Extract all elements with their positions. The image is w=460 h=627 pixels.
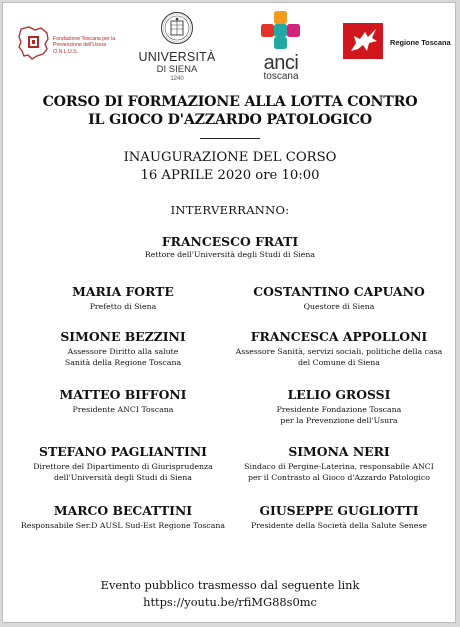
role-line: Questore di Siena <box>303 302 375 311</box>
speaker-card <box>227 329 451 368</box>
speaker-card <box>13 503 233 532</box>
speaker-name: LELIO GROSSI <box>287 387 391 402</box>
anci-toscana-logo <box>249 11 313 81</box>
anci-squares-icon <box>261 11 301 49</box>
speaker-role <box>13 521 233 532</box>
anci-wordmark: anci <box>263 52 299 74</box>
speaker-card <box>227 503 451 532</box>
featured-speaker <box>80 234 380 261</box>
speaker-card <box>13 387 233 416</box>
course-title <box>3 93 457 129</box>
speaker-card <box>227 284 451 313</box>
title-line: CORSO DI FORMAZIONE ALLA LOTTA CONTRO <box>42 94 418 110</box>
speaker-card <box>227 387 451 426</box>
role-line: Sindaco di Pergine-Laterina, responsabile ANCI <box>244 462 434 471</box>
tuscany-map-icon <box>17 25 51 61</box>
role-line: dell'Università degli Studi di Siena <box>54 472 192 482</box>
role-line: Presidente ANCI Toscana <box>72 405 174 414</box>
fondazione-toscana-logo <box>17 25 127 65</box>
role-line: Assessore Sanità, servizi sociali, politiche della casa <box>235 347 443 356</box>
speakers-heading: INTERVERRANNO: <box>170 203 290 217</box>
role-line: per la Prevenzione dell'Usura <box>280 415 398 425</box>
speaker-name: GIUSEPPE GUGLIOTTI <box>259 503 419 518</box>
ftu-text-line: Fondazione Toscana per la <box>53 36 116 42</box>
role-line: del Comune di Siena <box>298 357 380 367</box>
role-line: Responsabile Ser.D AUSL Sud-Est Regione Toscana <box>20 521 226 530</box>
inauguration-label: INAUGURAZIONE DEL CORSO <box>123 150 337 165</box>
speaker-role <box>227 347 451 368</box>
event-footer <box>3 577 457 611</box>
role-line: Direttore del Dipartimento di Giurisprudenza <box>33 462 213 471</box>
speaker-role <box>227 405 451 426</box>
speaker-name: COSTANTINO CAPUANO <box>253 284 425 299</box>
speaker-name: STEFANO PAGLIANTINI <box>39 444 207 459</box>
speaker-role <box>227 302 451 313</box>
university-year: 1240 <box>170 76 184 82</box>
inauguration-date: 16 APRILE 2020 ore 10:00 <box>140 168 320 183</box>
speaker-role <box>13 347 233 368</box>
stream-link[interactable]: https://youtu.be/rfiMG88s0mc <box>143 595 317 609</box>
speaker-role <box>80 250 380 261</box>
speaker-card <box>13 284 233 313</box>
role-line: per il Contrasto al Gioco d'Azzardo Patologico <box>248 472 430 482</box>
role-line: Prefetto di Siena <box>89 302 157 311</box>
pegasus-emblem-icon <box>343 23 383 59</box>
ftu-text-line: O.N.L.U.S. <box>53 48 79 55</box>
university-seal-icon <box>160 11 194 45</box>
event-poster <box>2 2 456 623</box>
speaker-name: SIMONA NERI <box>288 444 390 459</box>
role-line: Presidente della Società della Salute Senese <box>250 521 428 530</box>
universita-siena-logo <box>137 11 217 83</box>
speaker-role <box>227 462 451 483</box>
inauguration-info <box>3 149 457 185</box>
divider-rule <box>200 138 260 139</box>
speaker-role <box>13 405 233 416</box>
role-line: Presidente Fondazione Toscana <box>276 405 402 414</box>
role-line: Sanità della Regione Toscana <box>64 357 182 367</box>
anci-region: toscana <box>263 71 299 82</box>
regione-toscana-logo <box>343 23 453 59</box>
broadcast-note: Evento pubblico trasmesso dal seguente link <box>100 578 360 592</box>
speaker-name: SIMONE BEZZINI <box>60 329 186 344</box>
speaker-name: MARCO BECATTINI <box>53 503 193 518</box>
speaker-card <box>13 444 233 483</box>
speaker-name: FRANCESCO FRATI <box>161 234 299 249</box>
university-name: UNIVERSITÀ <box>138 50 216 64</box>
university-city: DI SIENA <box>156 64 198 75</box>
ftu-text-line: Prevenzione dell'Usura <box>53 42 107 49</box>
role-line: Rettore dell'Università degli Studi di Siena <box>144 250 316 259</box>
speaker-name: FRANCESCA APPOLLONI <box>250 329 428 344</box>
speaker-name: MATTEO BIFFONI <box>59 387 187 402</box>
role-line: Assessore Diritto alla salute <box>67 347 179 356</box>
title-line: IL GIOCO D'AZZARDO PATOLOGICO <box>88 112 372 128</box>
speaker-card <box>227 444 451 483</box>
speaker-role <box>13 302 233 313</box>
regione-label: Regione Toscana <box>390 38 451 47</box>
speaker-role <box>13 462 233 483</box>
speaker-name: MARIA FORTE <box>72 284 174 299</box>
speaker-card <box>13 329 233 368</box>
speaker-role <box>227 521 451 532</box>
